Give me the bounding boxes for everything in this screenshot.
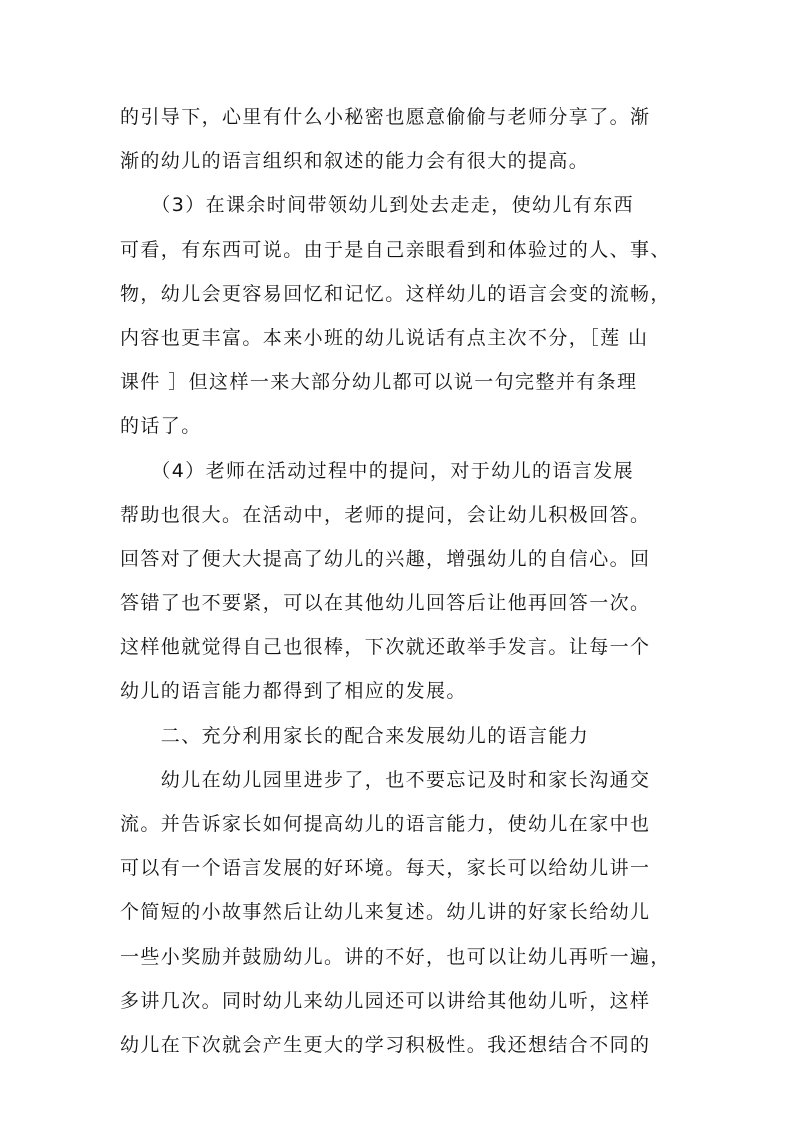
text-line: 课件 ］但这样一来大部分幼儿都可以说一句完整并有条理 <box>120 371 638 394</box>
body-text <box>120 95 680 1067</box>
text-line: 内容也更丰富。本来小班的幼儿说话有点主次不分，［莲 山 <box>120 326 649 349</box>
text-line: 幼儿的语言能力都得到了相应的发展。 <box>120 680 467 703</box>
text-line: 一些小奖励并鼓励幼儿。讲的不好，也可以让幼儿再听一遍， <box>120 945 671 968</box>
text-line: 物，幼儿会更容易回忆和记忆。这样幼儿的语言会变的流畅， <box>120 282 671 305</box>
text-line: 答错了也不要紧，可以在其他幼儿回答后让他再回答一次。 <box>120 592 651 615</box>
text-line: 个简短的小故事然后让幼儿来复述。幼儿讲的好家长给幼儿 <box>120 901 651 924</box>
text-line: 帮助也很大。在活动中，老师的提问，会让幼儿积极回答。 <box>120 503 651 526</box>
text-line: （3）在课余时间带领幼儿到处去走走，使幼儿有东西 <box>120 194 634 217</box>
text-line: 回答对了便大大提高了幼儿的兴趣，增强幼儿的自信心。回 <box>120 547 651 570</box>
text-line: 多讲几次。同时幼儿来幼儿园还可以讲给其他幼儿听，这样 <box>120 989 651 1012</box>
text-line: 幼儿在幼儿园里进步了，也不要忘记及时和家长沟通交 <box>120 768 651 791</box>
text-line: 幼儿在下次就会产生更大的学习积极性。我还想结合不同的 <box>120 1033 651 1056</box>
text-line: 流。并告诉家长如何提高幼儿的语言能力，使幼儿在家中也 <box>120 813 651 835</box>
text-line: 这样他就觉得自己也很棒，下次就还敢举手发言。让每一个 <box>120 636 651 659</box>
text-line: （4）老师在活动过程中的提问，对于幼儿的语言发展 <box>120 459 634 482</box>
text-line: 可看，有东西可说。由于是自己亲眼看到和体验过的人、事、 <box>120 238 671 261</box>
text-line: 的引导下，心里有什么小秘密也愿意偷偷与老师分享了。渐 <box>120 106 651 128</box>
text-line: 渐的幼儿的语言组织和叙述的能力会有很大的提高。 <box>120 150 590 173</box>
section-heading: 二、充分利用家长的配合来发展幼儿的语言能力 <box>120 724 590 747</box>
text-line: 可以有一个语言发展的好环境。每天，家长可以给幼儿讲一 <box>120 857 651 880</box>
text-line: 的话了。 <box>120 415 202 438</box>
